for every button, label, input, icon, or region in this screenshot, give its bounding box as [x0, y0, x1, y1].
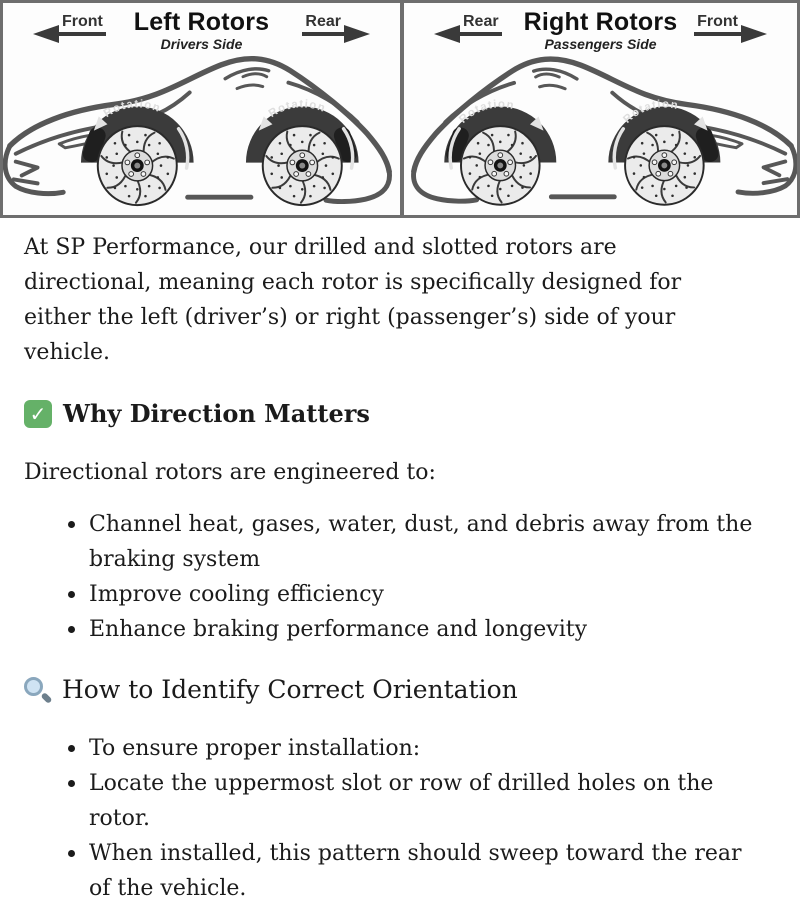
arrow-left-icon: [434, 25, 460, 43]
rear-direction-label: Rear: [460, 13, 502, 36]
magnifier-icon: [24, 676, 52, 704]
right-panel-subtitle: Passengers Side: [544, 36, 657, 52]
right-car-illustration: [404, 51, 797, 214]
front-direction-label: Front: [59, 13, 106, 36]
list-item: Improve cooling efficiency: [68, 577, 764, 612]
list-item: Channel heat, gases, water, dust, and debris away from the braking system: [68, 507, 764, 577]
right-panel-title: Right Rotors: [523, 8, 678, 36]
list-item: When installed, this pattern should sweep toward the rear of the vehicle.: [68, 836, 764, 906]
right-rotors-panel: [400, 3, 797, 215]
intro-paragraph: At SP Performance, our drilled and slotted rotors are directional, meaning each rotor is specifically designed for either the left (driver’s) or right (passenger’s) side of your vehicle.: [24, 235, 682, 365]
engineered-to-lead: Directional rotors are engineered to:: [24, 460, 436, 485]
rotor-direction-diagram: [0, 0, 800, 218]
identify-orientation-heading: How to Identify Correct Orientation: [24, 675, 778, 704]
left-panel-subtitle: Drivers Side: [160, 36, 243, 52]
rear-direction-label: Rear: [302, 13, 344, 36]
front-direction-label: Front: [694, 13, 741, 36]
arrow-left-icon: [33, 25, 59, 43]
left-rotors-panel: [3, 3, 400, 215]
article-body: [0, 218, 790, 906]
list-item: Locate the uppermost slot or row of drilled holes on the rotor.: [68, 766, 764, 836]
orientation-list: [24, 731, 764, 906]
benefits-list: [24, 507, 764, 647]
why-direction-matters-heading: ✓ Why Direction Matters: [24, 399, 778, 428]
arrow-right-icon: [741, 25, 767, 43]
arrow-right-icon: [344, 25, 370, 43]
list-item: Enhance braking performance and longevity: [68, 612, 764, 647]
list-item: To ensure proper installation:: [68, 731, 764, 766]
check-icon: ✓: [24, 400, 52, 428]
left-panel-title: Left Rotors: [133, 8, 270, 36]
left-car-illustration: [3, 51, 400, 214]
